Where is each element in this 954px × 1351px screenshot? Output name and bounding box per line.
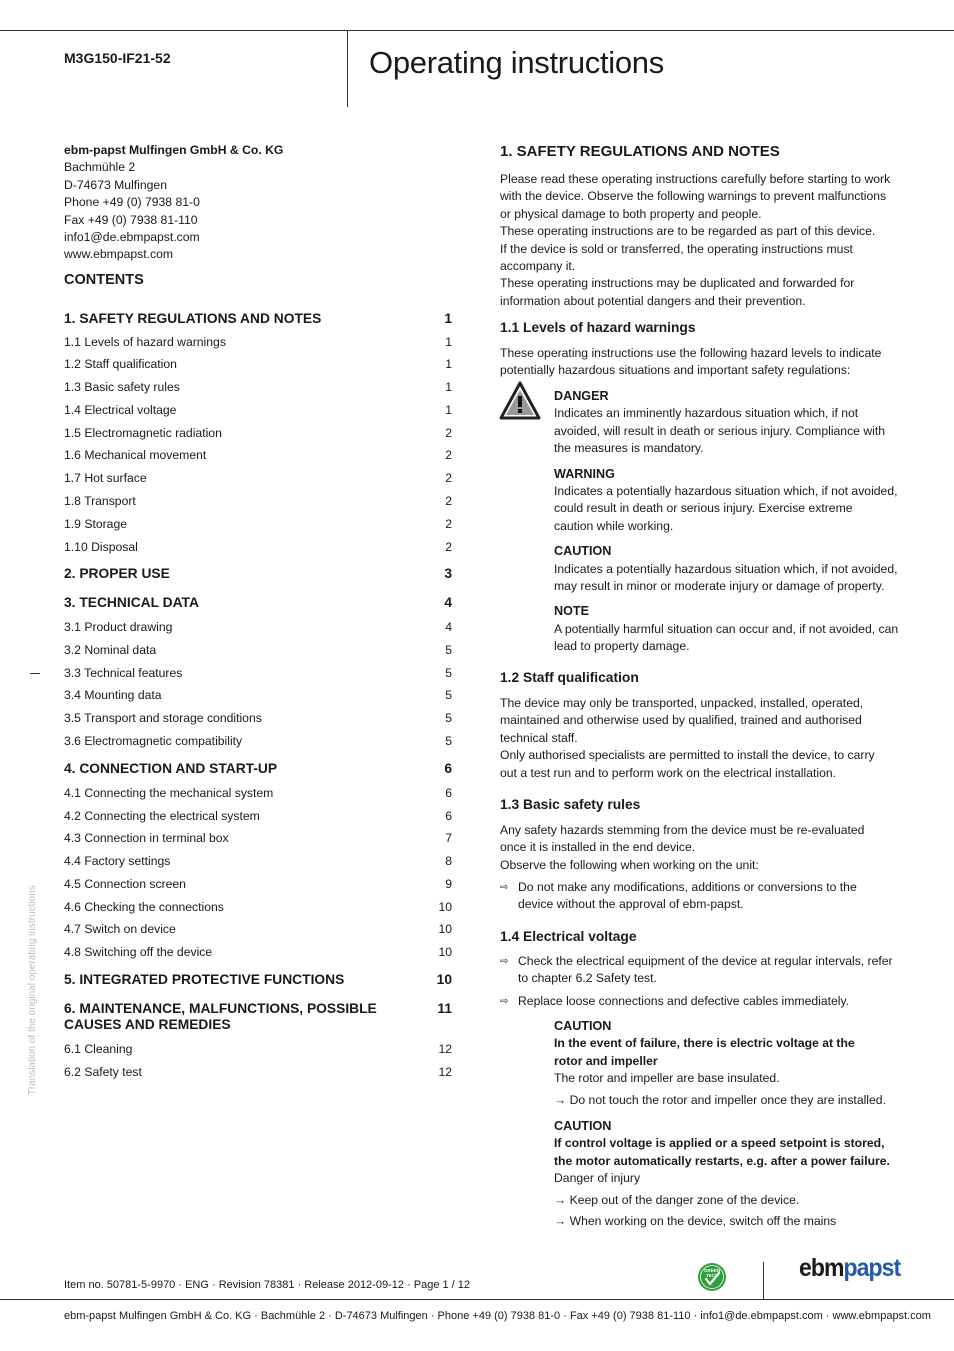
caution-action: → Do not touch the rotor and impeller once they are installed. [554, 1092, 886, 1107]
toc-item [64, 1064, 452, 1081]
ebmpapst-logo [799, 1254, 901, 1282]
section-1-2-heading: 1.2 Staff qualification [500, 670, 639, 685]
section-1-4-heading: 1.4 Electrical voltage [500, 929, 637, 944]
toc-page: 12 [438, 1065, 452, 1079]
toc-page: 10 [436, 972, 452, 987]
section-1-heading: 1. SAFETY REGULATIONS AND NOTES [500, 143, 780, 160]
toc-item [64, 379, 452, 396]
toc-page: 5 [445, 711, 452, 725]
text-line: These operating instructions use the following hazard levels to indicate [500, 346, 882, 360]
section-1-intro [500, 171, 892, 310]
toc-page: 4 [444, 595, 452, 610]
toc-page: 6 [445, 786, 452, 800]
caution-bold-line: In the event of failure, there is electric voltage at the [554, 1036, 855, 1051]
contents-heading: CONTENTS [64, 272, 144, 288]
text-line: potentially hazardous situations and important safety regulations: [500, 363, 851, 378]
bullet-line: device without the approval of ebm-papst. [518, 897, 744, 912]
caution-bold-line: rotor and impeller [554, 1053, 658, 1068]
caution-action: → When working on the device, switch off the mains [554, 1214, 837, 1229]
toc-label: 4.3 Connection in terminal box [64, 831, 229, 845]
toc-label: 1.9 Storage [64, 517, 128, 531]
hazard-level-name: CAUTION [554, 544, 612, 559]
toc-page: 2 [445, 494, 452, 508]
header-divider [347, 30, 348, 107]
toc-label: 3.1 Product drawing [64, 620, 173, 634]
toc-section [64, 566, 452, 582]
bullet-line: to chapter 6.2 Safety test. [518, 971, 657, 986]
toc-page: 4 [445, 620, 452, 634]
phone: Phone +49 (0) 7938 81-0 [64, 195, 200, 210]
toc-page: 2 [445, 517, 452, 531]
toc-item [64, 899, 452, 916]
hazard-level-text: the measures is mandatory. [554, 441, 704, 456]
logo-divider [763, 1262, 764, 1300]
toc-item [64, 921, 452, 938]
caution-label: CAUTION [554, 1119, 612, 1133]
hazard-level-text: may result in minor or moderate injury or damage of property. [554, 579, 885, 594]
toc-label: 3.2 Nominal data [64, 643, 157, 657]
hazard-level-text: lead to property damage. [554, 639, 690, 654]
model-number: M3G150-IF21-52 [64, 50, 171, 66]
margin-tick [30, 673, 40, 674]
toc-page: 2 [445, 426, 452, 440]
toc-label: 1.2 Staff qualification [64, 357, 177, 371]
toc-page: 1 [444, 311, 452, 326]
side-note: Translation of the original operating instructions [27, 885, 38, 1095]
bullet-text [518, 953, 893, 988]
caution-bold-line: If control voltage is applied or a speed setpoint is stored, [554, 1136, 885, 1151]
logo-part-papst: papst [843, 1254, 901, 1282]
text-line: maintained and otherwise used by qualified, trained and authorised [500, 713, 862, 728]
toc-page: 9 [445, 877, 452, 891]
section-1-3-text [500, 822, 892, 874]
bullet-line: Replace loose connections and defective cables immediately. [518, 993, 850, 1008]
toc-label: 3.5 Transport and storage conditions [64, 711, 262, 725]
text-line: information about potential dangers and their prevention. [500, 293, 806, 308]
toc-page: 2 [445, 471, 452, 485]
toc-item [64, 830, 452, 847]
hazard-level [554, 603, 899, 655]
email: info1@de.ebmpapst.com [64, 230, 200, 245]
text-line: These operating instructions may be duplicated and forwarded for [500, 276, 855, 291]
text-line: Any safety hazards stemming from the device must be re-evaluated [500, 823, 865, 837]
toc-item [64, 334, 452, 351]
hazard-level-text: Indicates a potentially hazardous situation which, if not avoided, [554, 484, 898, 499]
hazard-level-text: Indicates an imminently hazardous situation which, if not [554, 406, 859, 421]
page-title: Operating instructions [369, 45, 664, 80]
toc-page: 11 [437, 1001, 452, 1016]
toc-label: 5. INTEGRATED PROTECTIVE FUNCTIONS [64, 972, 345, 987]
text-line: Only authorised specialists are permitted to install the device, to carry [500, 748, 875, 763]
toc-item [64, 447, 452, 464]
warning-triangle-icon [499, 381, 541, 420]
section-1-2-text [500, 695, 892, 782]
hazard-level-name: NOTE [554, 604, 589, 619]
hazard-level-text: Indicates a potentially hazardous situation which, if not avoided, [554, 561, 898, 576]
toc-label: 2. PROPER USE [64, 566, 170, 581]
toc-item [64, 539, 452, 556]
city: D-74673 Mulfingen [64, 177, 167, 192]
section-1-1-intro [500, 345, 892, 380]
text-line: accompany it. [500, 259, 576, 274]
toc-section [64, 595, 452, 611]
toc-label: 6.2 Safety test [64, 1065, 142, 1079]
company-name: ebm-papst Mulfingen GmbH & Co. KG [64, 143, 284, 157]
toc-item [64, 516, 452, 533]
fax: Fax +49 (0) 7938 81-110 [64, 212, 198, 227]
toc-label: 1. SAFETY REGULATIONS AND NOTES [64, 311, 322, 326]
caution-box-1 [554, 1018, 894, 1109]
toc-label: 6.1 Cleaning [64, 1042, 133, 1056]
caution-box-2 [554, 1118, 894, 1230]
toc-page: 2 [445, 448, 452, 462]
street: Bachmühle 2 [64, 160, 136, 175]
toc-label: 1.1 Levels of hazard warnings [64, 335, 226, 349]
toc-item [64, 733, 452, 750]
top-rule [0, 30, 954, 31]
hazard-level-text: A potentially harmful situation can occur and, if not avoided, can [554, 621, 899, 636]
hazard-level [554, 388, 894, 458]
text-line: out a test run and to perform work on the electrical installation. [500, 765, 837, 780]
toc-item [64, 853, 452, 870]
toc-page: 12 [438, 1042, 452, 1056]
caution-text: The rotor and impeller are base insulated. [554, 1071, 780, 1086]
text-line: or physical damage to both property and people. [500, 206, 762, 221]
bullet-arrow-icon: ⇨ [500, 882, 509, 893]
toc-item [64, 402, 452, 419]
logo-part-ebm: ebm [799, 1254, 844, 1282]
toc-page: 5 [445, 734, 452, 748]
toc-label: 3.6 Electromagnetic compatibility [64, 734, 243, 748]
toc-label: 3.3 Technical features [64, 666, 183, 680]
toc-item [64, 876, 452, 893]
toc-page: 10 [438, 900, 452, 914]
toc-page: 6 [444, 761, 452, 776]
toc-page: 6 [445, 809, 452, 823]
green-tech-icon [697, 1262, 727, 1292]
toc-item [64, 642, 452, 659]
text-line: Please read these operating instructions carefully before starting to work [500, 172, 891, 186]
toc-item [64, 710, 452, 727]
green-tech-text: GREEN [703, 1268, 721, 1273]
toc-label: 4. CONNECTION AND START-UP [64, 761, 278, 776]
text-line: with the device. Observe the following warnings to prevent malfunctions [500, 189, 887, 204]
toc-label: 4.7 Switch on device [64, 922, 176, 936]
toc-page: 5 [445, 666, 452, 680]
footer-item-info: Item no. 50781-5-9970 · ENG · Revision 78381 · Release 2012-09-12 · Page 1 / 12 [64, 1279, 471, 1291]
caution-bold-line: the motor automatically restarts, e.g. after a power failure. [554, 1153, 890, 1168]
caution-text: Danger of injury [554, 1171, 641, 1186]
toc-item [64, 470, 452, 487]
toc-item [64, 665, 452, 682]
footer-address: ebm-papst Mulfingen GmbH & Co. KG · Bachmühle 2 · D-74673 Mulfingen · Phone +49 (0) 7938 81-0 · Fax +49 (0) 7938 81-110 · info1@de.ebmpapst.com · www.ebmpapst.com [64, 1310, 931, 1322]
bullet-text [518, 993, 849, 1010]
toc-label: 1.8 Transport [64, 494, 136, 508]
text-line: These operating instructions are to be regarded as part of this device. [500, 224, 876, 239]
website: www.ebmpapst.com [64, 247, 174, 262]
toc-label: 1.6 Mechanical movement [64, 448, 207, 462]
bullet-line: Do not make any modifications, additions or conversions to the [518, 880, 857, 894]
toc-label: 4.8 Switching off the device [64, 945, 213, 959]
toc-page: 8 [445, 854, 452, 868]
caution-label: CAUTION [554, 1019, 612, 1033]
text-line: Observe the following when working on the unit: [500, 857, 759, 872]
hazard-level [554, 543, 898, 595]
hazard-levels [554, 388, 899, 656]
hazard-level-text: avoided, will result in death or serious injury. Compliance with [554, 423, 886, 438]
toc-section [64, 972, 452, 988]
hazard-level-text: could result in death or serious injury. Exercise extreme [554, 501, 853, 516]
toc-page: 1 [445, 335, 452, 349]
bullet-arrow-icon: ⇨ [500, 956, 509, 967]
text-line: technical staff. [500, 730, 578, 745]
toc-label: 4.4 Factory settings [64, 854, 171, 868]
toc-item [64, 425, 452, 442]
toc-page: 5 [445, 643, 452, 657]
toc-label: 1.3 Basic safety rules [64, 380, 180, 394]
toc-item [64, 785, 452, 802]
toc-page: 1 [445, 357, 452, 371]
hazard-level [554, 466, 898, 536]
toc-page: 1 [445, 403, 452, 417]
hazard-level-name: DANGER [554, 389, 609, 403]
hazard-level-name: WARNING [554, 466, 615, 481]
section-1-1-heading: 1.1 Levels of hazard warnings [500, 320, 696, 335]
text-line: The device may only be transported, unpacked, installed, operated, [500, 696, 864, 710]
toc-page: 10 [438, 945, 452, 959]
toc-label: 1.10 Disposal [64, 540, 138, 554]
text-line: once it is installed in the end device. [500, 840, 696, 855]
toc-item [64, 808, 452, 825]
address-block [64, 142, 364, 264]
toc-label: 4.2 Connecting the electrical system [64, 809, 260, 823]
toc-label: 1.4 Electrical voltage [64, 403, 177, 417]
caution-action: → Keep out of the danger zone of the device. [554, 1192, 800, 1207]
toc-item [64, 687, 452, 704]
toc-item [64, 493, 452, 510]
text-line: If the device is sold or transferred, the operating instructions must [500, 241, 853, 256]
toc-item [64, 619, 452, 636]
toc-label: 3. TECHNICAL DATA [64, 595, 199, 610]
toc-page: 7 [445, 831, 452, 845]
toc-item [64, 356, 452, 373]
toc-section [64, 761, 452, 777]
toc-page: 3 [444, 566, 452, 581]
toc-label: 4.5 Connection screen [64, 877, 186, 891]
green-tech-text: TECH [705, 1273, 719, 1278]
toc-section [64, 1001, 452, 1033]
bullet-line: Check the electrical equipment of the device at regular intervals, refer [518, 954, 893, 968]
bullet-arrow-icon: ⇨ [500, 995, 509, 1007]
toc-section [64, 311, 452, 327]
toc-page: 1 [445, 380, 452, 394]
toc-label: 1.5 Electromagnetic radiation [64, 426, 222, 440]
toc-label: 1.7 Hot surface [64, 471, 147, 485]
bullet-text [518, 879, 857, 914]
toc-label: 6. MAINTENANCE, MALFUNCTIONS, POSSIBLE CAUSES AND REMEDIES [64, 1001, 377, 1032]
toc-item [64, 1041, 452, 1058]
section-1-3-heading: 1.3 Basic safety rules [500, 797, 641, 812]
bottom-rule [0, 1299, 954, 1300]
hazard-level-text: caution while working. [554, 518, 674, 533]
toc-item [64, 944, 452, 961]
toc-page: 5 [445, 688, 452, 702]
toc-page: 10 [438, 922, 452, 936]
toc-page: 2 [445, 540, 452, 554]
toc-label: 3.4 Mounting data [64, 688, 162, 702]
toc-label: 4.6 Checking the connections [64, 900, 224, 914]
toc-label: 4.1 Connecting the mechanical system [64, 786, 274, 800]
